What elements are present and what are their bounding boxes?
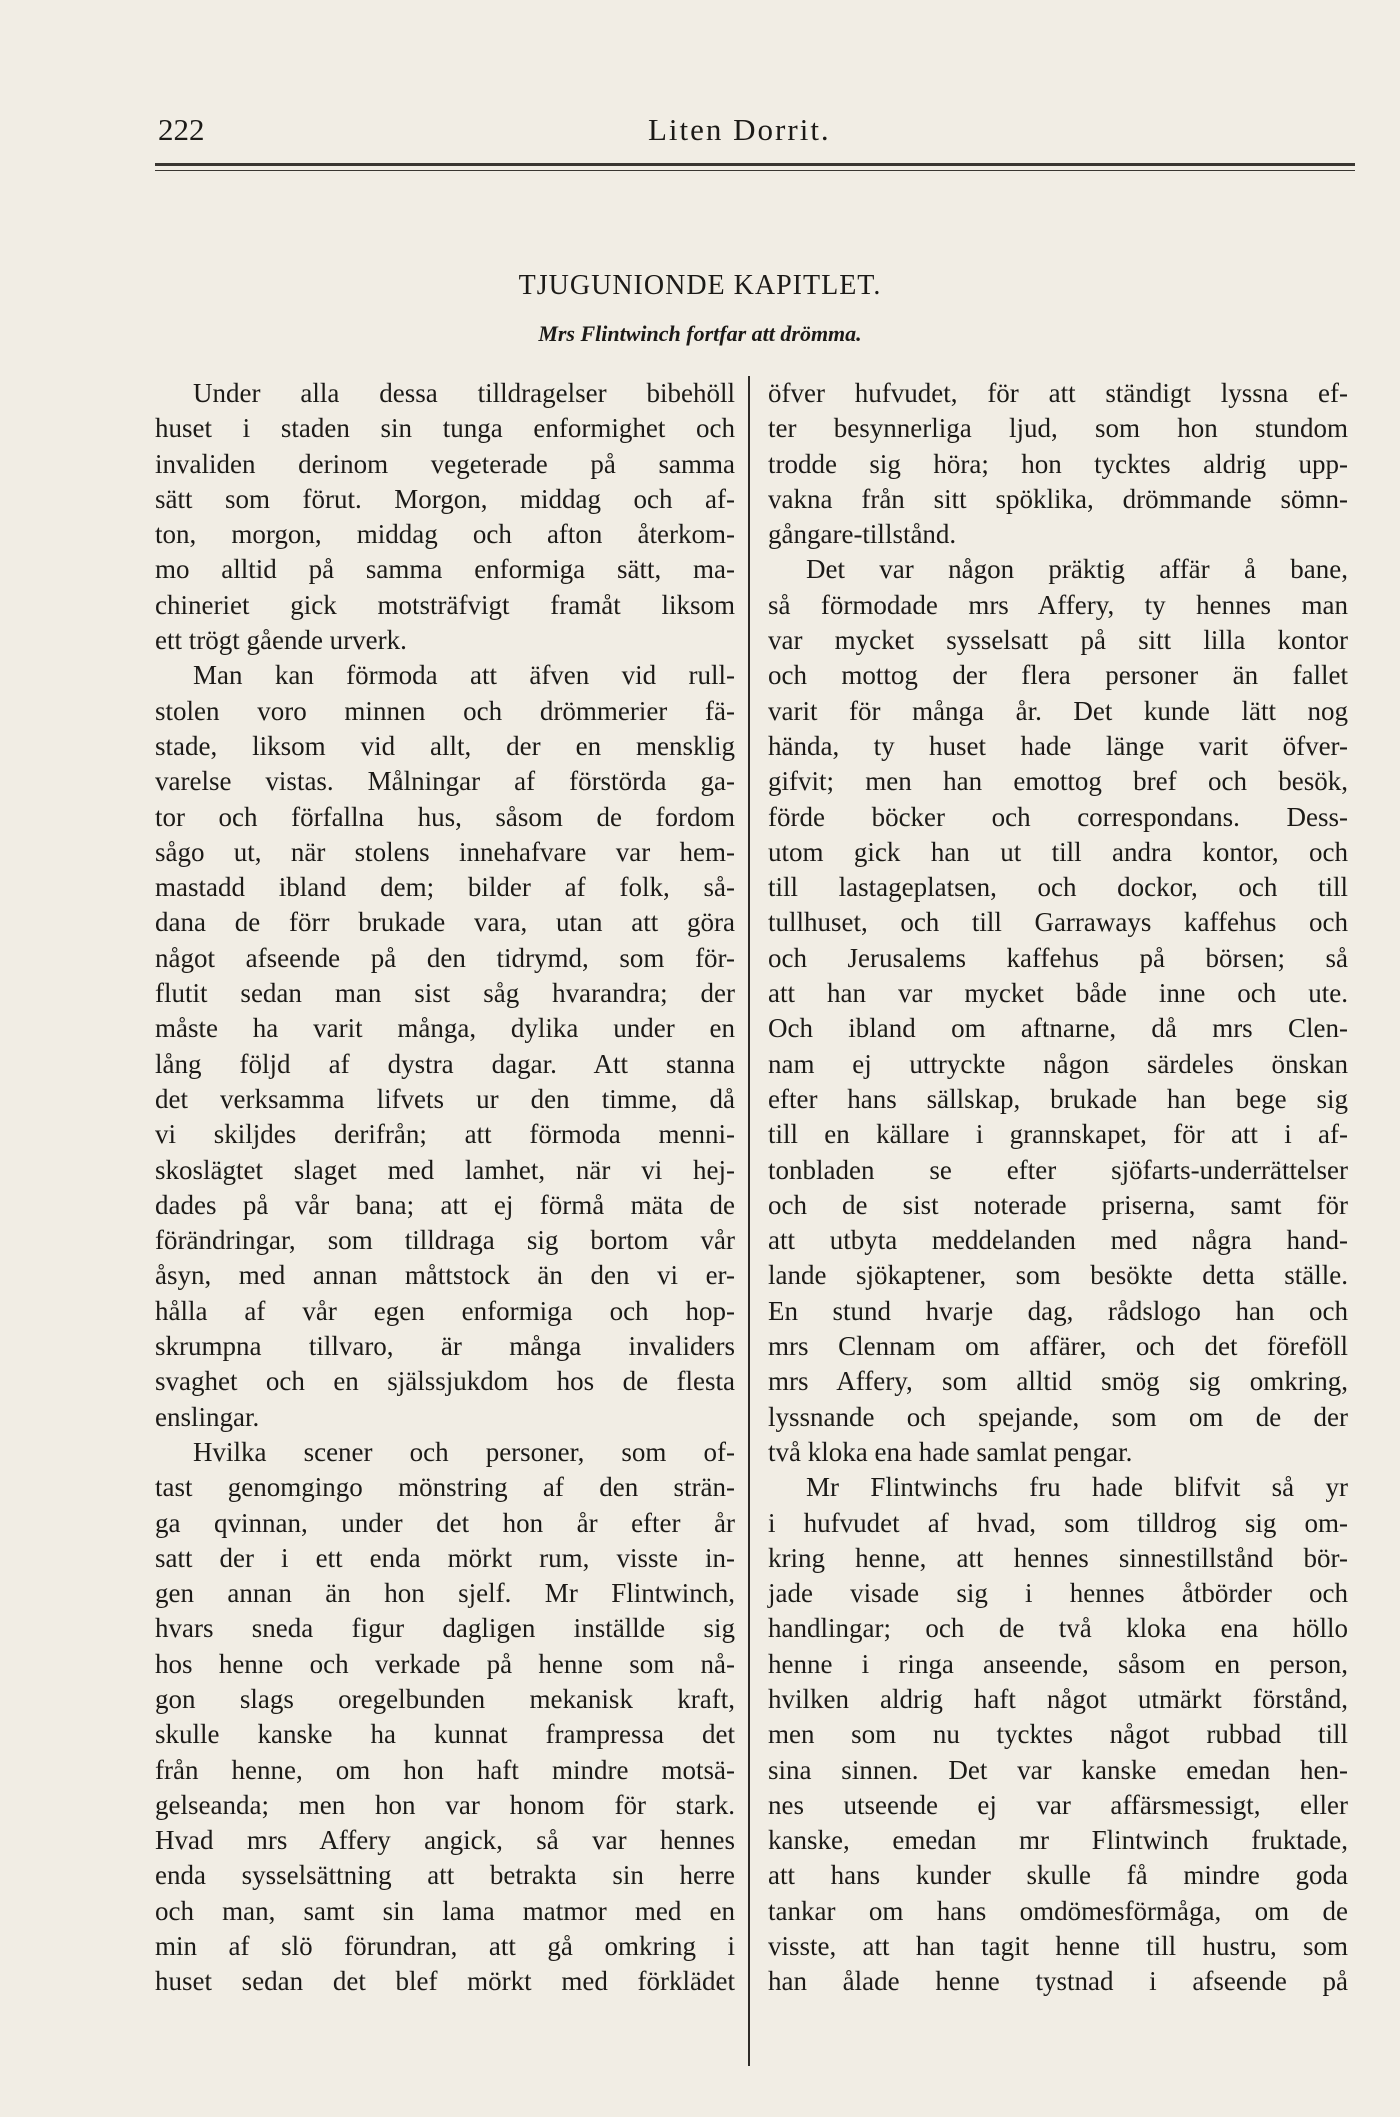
- text-line: huset i staden sin tunga enformighet och: [155, 413, 735, 444]
- text-line: att utbyta meddelanden med några hand-: [768, 1225, 1348, 1256]
- text-line: Mr Flintwinchs fru hade blifvit så yr: [806, 1472, 1348, 1503]
- text-line: skrumpna tillvaro, är många invaliders: [155, 1331, 735, 1362]
- text-line: i hufvudet af hvad, som tilldrog sig om-: [768, 1507, 1348, 1538]
- text-line: och mottog der flera personer än fallet: [768, 660, 1348, 691]
- text-line: kring henne, att hennes sinnestillstånd bör-: [768, 1542, 1348, 1573]
- text-line: ett trögt gående urverk.: [155, 625, 407, 656]
- text-line: visste, att han tagit henne till hustru, som: [768, 1931, 1348, 1962]
- text-line: Det var någon präktig affär å bane,: [806, 554, 1348, 585]
- chapter-subtitle: Mrs Flintwinch fortfar att drömma.: [538, 321, 862, 346]
- text-line: enda sysselsättning att betrakta sin herre: [155, 1860, 735, 1891]
- text-line: varelse vistas. Målningar af förstörda ga-: [155, 766, 735, 797]
- header-rule-thin: [155, 170, 1355, 171]
- text-line: mrs Clennam om affärer, och det föreföll: [768, 1331, 1348, 1362]
- text-line: till lastageplatsen, och dockor, och till: [768, 872, 1348, 903]
- text-line: förändringar, som tilldraga sig bortom vår: [155, 1225, 735, 1256]
- text-line: vi skiljdes derifrån; att förmoda menni-: [155, 1119, 735, 1150]
- left-column: [155, 376, 735, 2000]
- running-title: Liten Dorrit.: [648, 112, 831, 147]
- text-line: utom gick han ut till andra kontor, och: [768, 836, 1348, 867]
- text-line: men som nu tycktes något rubbad till: [768, 1719, 1348, 1750]
- chapter-title: TJUGUNIONDE KAPITLET.: [518, 270, 882, 301]
- text-line: hålla af vår egen enformiga och hop-: [155, 1295, 735, 1326]
- text-line: tankar om hans omdömesförmåga, om de: [768, 1895, 1348, 1926]
- text-line: han ålade henne tystnad i afseende på: [768, 1966, 1348, 1997]
- text-line: att hans kunder skulle få mindre goda: [768, 1860, 1348, 1891]
- text-line: trodde sig höra; hon tycktes aldrig upp-: [768, 448, 1348, 479]
- text-line: något afseende på den tidrymd, som för-: [155, 942, 735, 973]
- text-line: Under alla dessa tilldragelser bibehöll: [193, 378, 735, 408]
- text-line: min af slö förundran, att gå omkring i: [155, 1931, 735, 1962]
- text-line: mo alltid på samma enformiga sätt, ma-: [155, 554, 735, 585]
- text-line: var mycket sysselsatt på sitt lilla kontor: [768, 625, 1348, 656]
- text-line: stade, liksom vid allt, der en mensklig: [155, 730, 735, 761]
- text-line: kanske, emedan mr Flintwinch fruktade,: [768, 1825, 1348, 1856]
- text-line: sågo ut, när stolens innehafvare var hem-: [155, 836, 735, 867]
- text-line: efter hans sällskap, brukade han bege sig: [768, 1083, 1348, 1114]
- text-line: stolen voro minnen och drömmerier fä-: [155, 695, 735, 726]
- text-line: dana de förr brukade vara, utan att göra: [155, 907, 735, 938]
- text-line: lyssnande och spejande, som om de der: [768, 1401, 1348, 1432]
- text-line: sina sinnen. Det var kanske emedan hen-: [768, 1754, 1348, 1785]
- text-line: gifvit; men han emottog bref och besök,: [768, 766, 1348, 797]
- text-line: sätt som förut. Morgon, middag och af-: [155, 483, 735, 514]
- text-line: vakna från sitt spöklika, drömmande sömn-: [768, 483, 1348, 514]
- text-line: hvilken aldrig haft något utmärkt förstånd,: [768, 1683, 1348, 1714]
- text-line: från henne, om hon haft mindre motsä-: [155, 1754, 735, 1785]
- text-line: jade visade sig i hennes åtbörder och: [768, 1578, 1348, 1609]
- text-line: hvars sneda figur dagligen inställde sig: [155, 1613, 735, 1644]
- text-line: att han var mycket både inne och ute.: [768, 978, 1348, 1009]
- text-line: huset sedan det blef mörkt med förklädet: [155, 1966, 735, 1997]
- text-line: flutit sedan man sist såg hvarandra; der: [155, 978, 735, 1009]
- text-line: det verksamma lifvets ur den timme, då: [155, 1083, 735, 1114]
- text-line: tor och förfallna hus, såsom de fordom: [155, 801, 735, 832]
- text-line: nam ej uttryckte någon särdeles önskan: [768, 1048, 1348, 1079]
- text-line: Och ibland om aftnarne, då mrs Clen-: [768, 1013, 1348, 1044]
- text-line: förde böcker och correspondans. Dess-: [768, 801, 1348, 832]
- running-head: [158, 112, 1358, 152]
- text-line: hända, ty huset hade länge varit öfver-: [768, 730, 1348, 761]
- text-line: öfver hufvudet, för att ständigt lyssna ef-: [768, 378, 1348, 408]
- text-line: till en källare i grannskapet, för att i af-: [768, 1119, 1348, 1150]
- text-line: gångare-tillstånd.: [768, 519, 957, 550]
- text-line: tullhuset, och till Garraways kaffehus och: [768, 907, 1348, 938]
- text-line: svaghet och en själssjukdom hos de flesta: [155, 1366, 735, 1397]
- text-line: Hvad mrs Affery angick, så var hennes: [155, 1825, 735, 1856]
- text-line: skoslägtet slaget med lamhet, när vi hej-: [155, 1154, 735, 1185]
- text-line: Man kan förmoda att äfven vid rull-: [193, 660, 735, 691]
- text-line: och man, samt sin lama matmor med en: [155, 1895, 735, 1926]
- text-line: lång följd af dystra dagar. Att stanna: [155, 1048, 735, 1079]
- text-line: tast genomgingo mönstring af den strän-: [155, 1472, 735, 1503]
- text-line: ga qvinnan, under det hon år efter år: [155, 1507, 735, 1538]
- text-line: måste ha varit många, dylika under en: [155, 1013, 735, 1044]
- right-column: [768, 376, 1348, 2000]
- text-line: så förmodade mrs Affery, ty hennes man: [768, 589, 1348, 620]
- text-line: ton, morgon, middag och afton återkom-: [155, 519, 735, 550]
- text-line: henne i ringa anseende, såsom en person,: [768, 1648, 1348, 1679]
- header-rule-thick: [155, 163, 1355, 166]
- text-line: ter besynnerliga ljud, som hon stundom: [768, 413, 1348, 444]
- page-number: 222: [158, 112, 205, 147]
- text-line: varit för många år. Det kunde lätt nog: [768, 695, 1348, 726]
- text-line: satt der i ett enda mörkt rum, visste in-: [155, 1542, 735, 1573]
- text-line: två kloka ena hade samlat pengar.: [768, 1436, 1133, 1467]
- text-line: och de sist noterade priserna, samt för: [768, 1189, 1348, 1220]
- column-divider: [748, 376, 750, 2066]
- text-line: nes utseende ej var affärsmessigt, eller: [768, 1789, 1348, 1820]
- text-line: Hvilka scener och personer, som of-: [193, 1436, 735, 1467]
- text-line: invaliden derinom vegeterade på samma: [155, 448, 735, 479]
- text-line: chineriet gick motsträfvigt framåt liksom: [155, 589, 735, 620]
- text-line: gon slags oregelbunden mekanisk kraft,: [155, 1683, 735, 1714]
- text-line: enslingar.: [155, 1401, 260, 1432]
- text-line: mastadd ibland dem; bilder af folk, så-: [155, 872, 735, 903]
- text-line: skulle kanske ha kunnat frampressa det: [155, 1719, 735, 1750]
- text-line: En stund hvarje dag, rådslogo han och: [768, 1295, 1348, 1326]
- text-line: dades på vår bana; att ej förmå mäta de: [155, 1189, 735, 1220]
- text-line: åsyn, med annan måttstock än den vi er-: [155, 1260, 735, 1291]
- text-line: hos henne och verkade på henne som nå-: [155, 1648, 735, 1679]
- text-line: handlingar; och de två kloka ena höllo: [768, 1613, 1348, 1644]
- text-line: tonbladen se efter sjöfarts-underrättelser: [768, 1154, 1348, 1185]
- text-line: gen annan än hon sjelf. Mr Flintwinch,: [155, 1578, 735, 1609]
- text-line: mrs Affery, som alltid smög sig omkring,: [768, 1366, 1348, 1397]
- text-line: gelseanda; men hon var honom för stark.: [155, 1789, 735, 1820]
- text-line: lande sjökaptener, som besökte detta ställe.: [768, 1260, 1348, 1291]
- text-line: och Jerusalems kaffehus på börsen; så: [768, 942, 1348, 973]
